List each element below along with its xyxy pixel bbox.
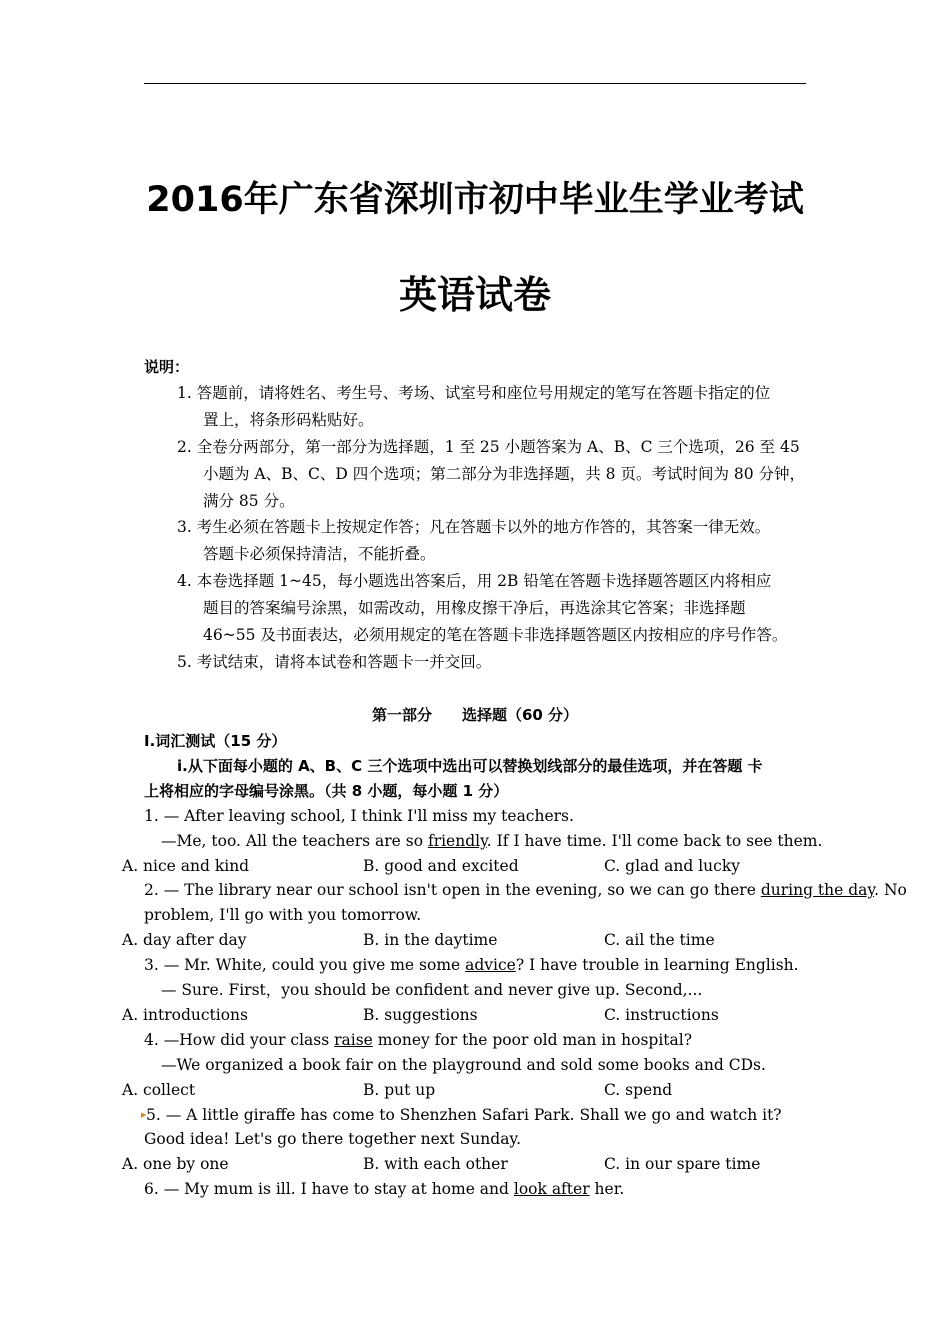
instruction-3-line1: 3. 考生必须在答题卡上按规定作答；凡在答题卡以外的地方作答的，其答案一律无效。 <box>177 518 771 536</box>
underlined-word: advice <box>465 956 516 974</box>
instruction-4-line1: 4. 本卷选择题 1~45，每小题选出答案后，用 2B 铅笔在答题卡选择题答题区内将相应 <box>177 572 772 590</box>
instruction-4-line3: 46~55 及书面表达，必须用规定的笔在答题卡非选择题答题区内按相应的序号作答。 <box>203 626 788 644</box>
question-2-line1: 2. — The library near our school isn't open in the evening, so we can go there during the day. No <box>144 881 907 899</box>
option-2-b: B. in the daytime <box>363 931 498 949</box>
sub-instruction-line1: i.从下面每小题的 A、B、C 三个选项中选出可以替换划线部分的最佳选项，并在答题 卡 <box>177 757 763 775</box>
option-2-a: A. day after day <box>122 931 247 949</box>
sub-instruction-line2: 上将相应的字母编号涂黑。（共 8 小题，每小题 1 分） <box>144 782 509 800</box>
question-3-line2: — Sure. First，you should be confident and never give up. Second,... <box>161 981 703 999</box>
option-5-a: A. one by one <box>122 1155 229 1173</box>
option-1-c: C. glad and lucky <box>604 857 740 875</box>
question-4-line1: 4. —How did your class raise money for the poor old man in hospital? <box>144 1031 693 1049</box>
option-3-b: B. suggestions <box>363 1006 478 1024</box>
option-3-c: C. instructions <box>604 1006 719 1024</box>
option-4-b: B. put up <box>363 1081 436 1099</box>
instruction-3-line2: 答题卡必须保持清洁，不能折叠。 <box>203 545 436 563</box>
instruction-1-line1: 1. 答题前，请将姓名、考生号、考场、试室号和座位号用规定的笔写在答题卡指定的位 <box>177 384 771 402</box>
question-1-line1: 1. — After leaving school, I think I'll miss my teachers. <box>144 807 574 825</box>
question-1-line2: —Me, too. All the teachers are so friendly. If I have time. I'll come back to see them. <box>161 832 823 850</box>
underlined-word: friendly <box>427 832 487 850</box>
option-2-c: C. ail the time <box>604 931 715 949</box>
option-4-c: C. spend <box>604 1081 673 1099</box>
instruction-2-line3: 满分 85 分。 <box>203 492 295 510</box>
option-4-a: A. collect <box>122 1081 196 1099</box>
question-4-line2: —We organized a book fair on the playground and sold some books and CDs. <box>161 1056 766 1074</box>
question-5-line1: 5. — A little giraffe has come to Shenzhen Safari Park. Shall we go and watch it? <box>146 1106 782 1124</box>
underlined-word: look after <box>513 1180 590 1198</box>
exam-title: 2016年广东省深圳市初中毕业生学业考试 <box>146 180 804 220</box>
instruction-1-line2: 置上，将条形码粘贴好。 <box>203 411 374 429</box>
section-vocab-heading: I.词汇测试（15 分） <box>144 732 287 750</box>
instruction-2-line1: 2. 全卷分两部分，第一部分为选择题，1 至 25 小题答案为 A、B、C 三个选项，26 至 45 <box>177 438 800 456</box>
option-3-a: A. introductions <box>122 1006 248 1024</box>
instruction-2-line2: 小题为 A、B、C、D 四个选项；第二部分为非选择题，共 8 页。考试时间为 80 分钟， <box>203 465 806 483</box>
instructions-label: 说明： <box>144 358 190 376</box>
option-5-b: B. with each other <box>363 1155 508 1173</box>
exam-subject-title: 英语试卷 <box>398 273 551 317</box>
option-1-a: A. nice and kind <box>122 857 250 875</box>
question-6-line1: 6. — My mum is ill. I have to stay at home and look after her. <box>144 1180 625 1198</box>
question-5-line2: Good idea! Let's go there together next Sunday. <box>144 1130 522 1148</box>
anchor-mark-icon: ▸ <box>141 1108 147 1121</box>
instruction-4-line2: 题目的答案编号涂黑，如需改动，用橡皮擦干净后，再选涂其它答案；非选择题 <box>203 599 746 617</box>
question-3-line1: 3. — Mr. White, could you give me some advice? I have trouble in learning English. <box>144 956 799 974</box>
option-5-c: C. in our spare time <box>604 1155 761 1173</box>
option-1-b: B. good and excited <box>363 857 519 875</box>
question-2-line2: problem, I'll go with you tomorrow. <box>144 906 422 924</box>
header-rule <box>144 83 806 84</box>
instruction-5-line1: 5. 考试结束，请将本试卷和答题卡一并交回。 <box>177 653 492 671</box>
part1-heading: 第一部分 选择题（60 分） <box>371 706 579 724</box>
underlined-word: during the day <box>760 881 875 899</box>
underlined-word: raise <box>334 1031 373 1049</box>
